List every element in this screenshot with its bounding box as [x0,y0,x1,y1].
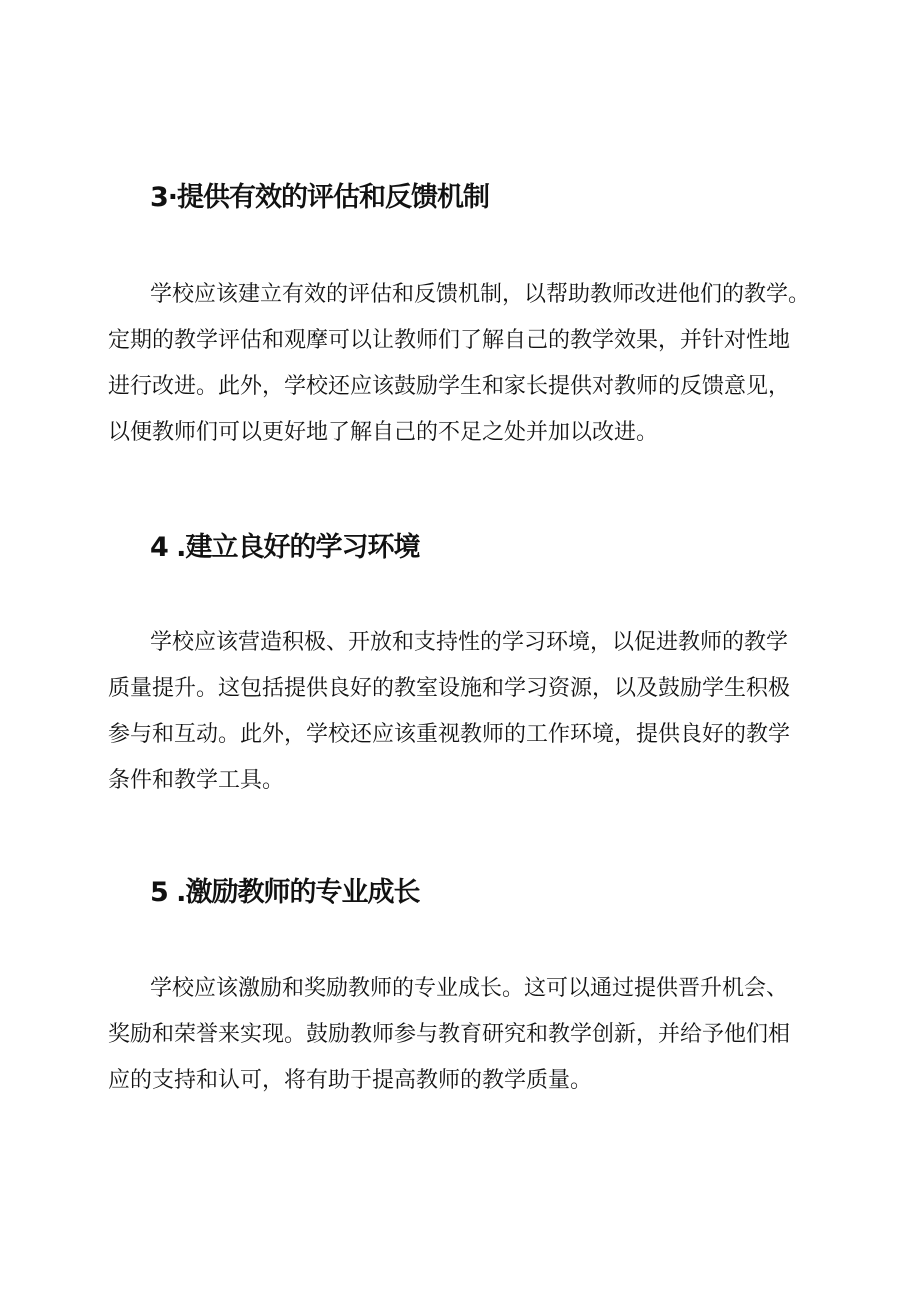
paragraph-line: 定期的教学评估和观摩可以让教师们了解自己的教学效果，并针对性地 [108,328,791,353]
paragraph-line: 学校应该激励和奖励教师的专业成长。这可以通过提供晋升机会、 [150,976,789,1001]
paragraph-line: 学校应该营造积极、开放和支持性的学习环境，以促进教师的教学 [150,630,789,655]
paragraph-line: 进行改进。此外，学校还应该鼓励学生和家长提供对教师的反馈意见， [108,374,791,399]
section-paragraph-3 [108,272,838,456]
paragraph-line: 应的支持和认可，将有助于提高教师的教学质量。 [108,1068,593,1093]
section-heading-4: 4 .建立良好的学习环境 [150,532,420,563]
paragraph-line: 以便教师们可以更好地了解自己的不足之处并加以改进。 [108,420,659,445]
section-paragraph-5 [108,966,838,1104]
paragraph-line: 奖励和荣誉来实现。鼓励教师参与教育研究和教学创新，并给予他们相 [108,1022,791,1047]
section-paragraph-4 [108,620,838,804]
section-heading-3: 3·提供有效的评估和反馈机制 [150,182,490,213]
paragraph-line: 参与和互动。此外，学校还应该重视教师的工作环境，提供良好的教学 [108,722,791,747]
paragraph-line: 学校应该建立有效的评估和反馈机制，以帮助教师改进他们的教学。 [150,282,811,307]
section-heading-5: 5 .激励教师的专业成长 [150,877,420,908]
paragraph-line: 质量提升。这包括提供良好的教室设施和学习资源，以及鼓励学生积极 [108,676,791,701]
paragraph-line: 条件和教学工具。 [108,768,285,793]
